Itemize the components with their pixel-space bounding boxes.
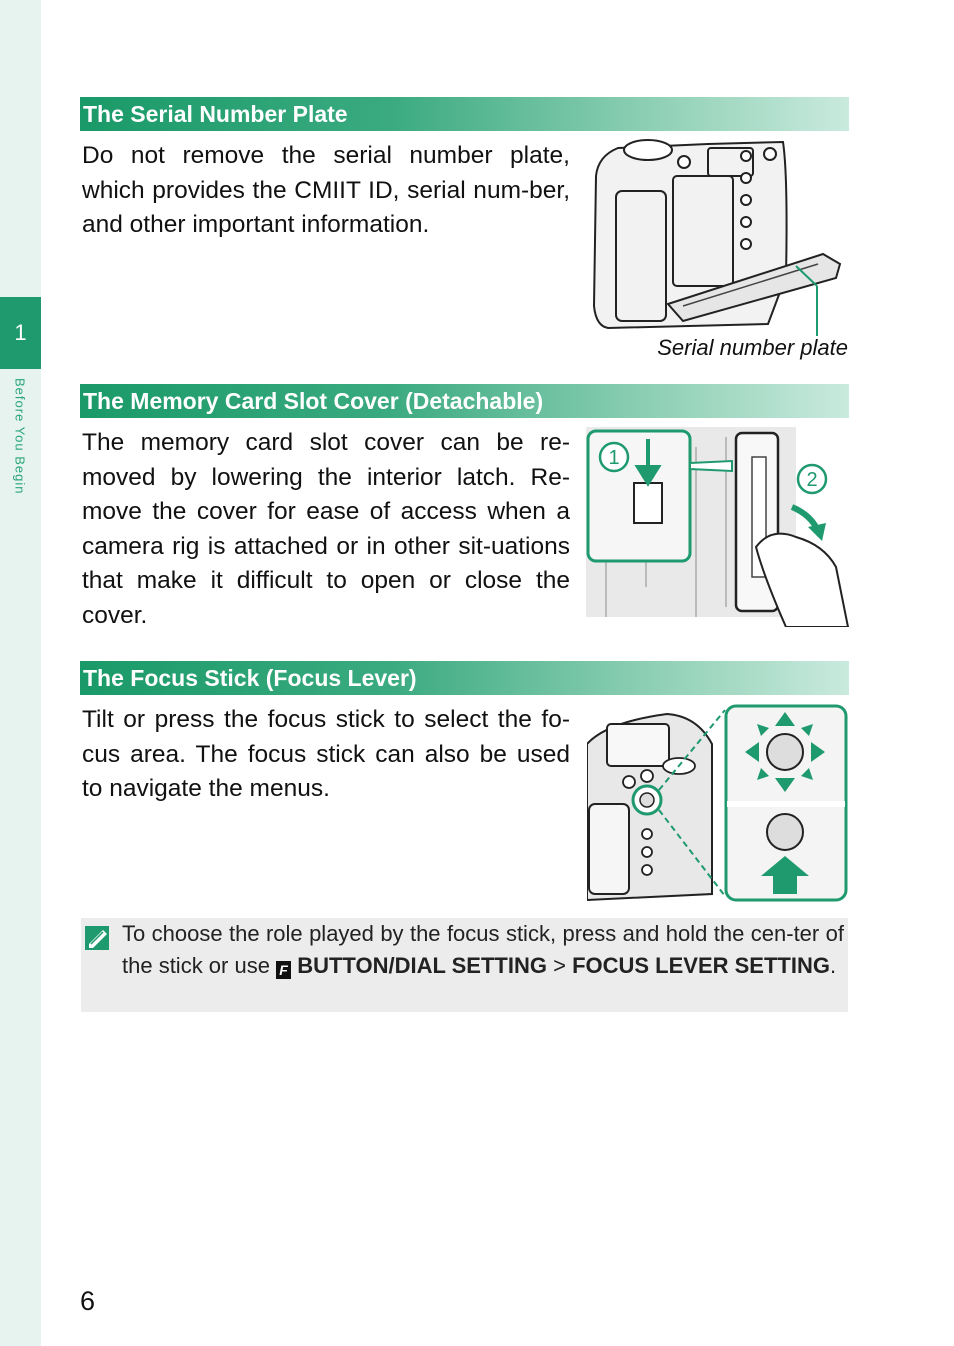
chapter-label: Before You Begin: [12, 378, 28, 495]
memory-card-slot-cover-illustration: [586, 427, 850, 627]
focus-stick-text: Tilt or press the focus stick to select the fo-cus area. The focus stick can also be used to navigate the menus.: [82, 706, 570, 802]
chapter-side-strip: [0, 0, 41, 1346]
step-1-label: 1: [608, 447, 620, 469]
menu-path-button-dial-setting: BUTTON/DIAL SETTING: [297, 952, 547, 978]
section-heading-memory-card-slot-cover: The Memory Card Slot Cover (Detachable): [80, 384, 849, 418]
step-2-label: 2: [806, 469, 818, 491]
note-text: [122, 918, 844, 981]
function-button-icon: F: [276, 961, 291, 979]
menu-path-separator: >: [553, 952, 566, 978]
section-heading-focus-stick: The Focus Stick (Focus Lever): [80, 661, 849, 695]
pencil-note-icon: [83, 922, 113, 952]
page-number: 6: [80, 1286, 96, 1316]
note-text-end: .: [829, 952, 837, 978]
serial-number-plate-text: Do not remove the serial number plate, which provides the CMIIT ID, serial num-ber, and other important information.: [82, 142, 570, 238]
note-box: [81, 918, 848, 1012]
menu-path-focus-lever-setting: FOCUS LEVER SETTING: [572, 952, 830, 978]
focus-stick-illustration: [587, 704, 849, 902]
note-text-intro: To choose the role played by the focus stick, press and hold the cen-ter of the stick or use: [122, 921, 844, 978]
chapter-number-tab[interactable]: 1: [0, 297, 41, 369]
serial-number-plate-caption: Serial number plate: [657, 335, 848, 360]
serial-number-plate-illustration: [588, 136, 850, 336]
section-heading-serial-number-plate: The Serial Number Plate: [80, 97, 849, 131]
memory-card-slot-cover-text: The memory card slot cover can be re-moved by lowering the interior latch. Re-move the cover for ease of access when a camera rig is attached or in other sit-uations that make it difficult to open or close the cover.: [82, 429, 570, 629]
